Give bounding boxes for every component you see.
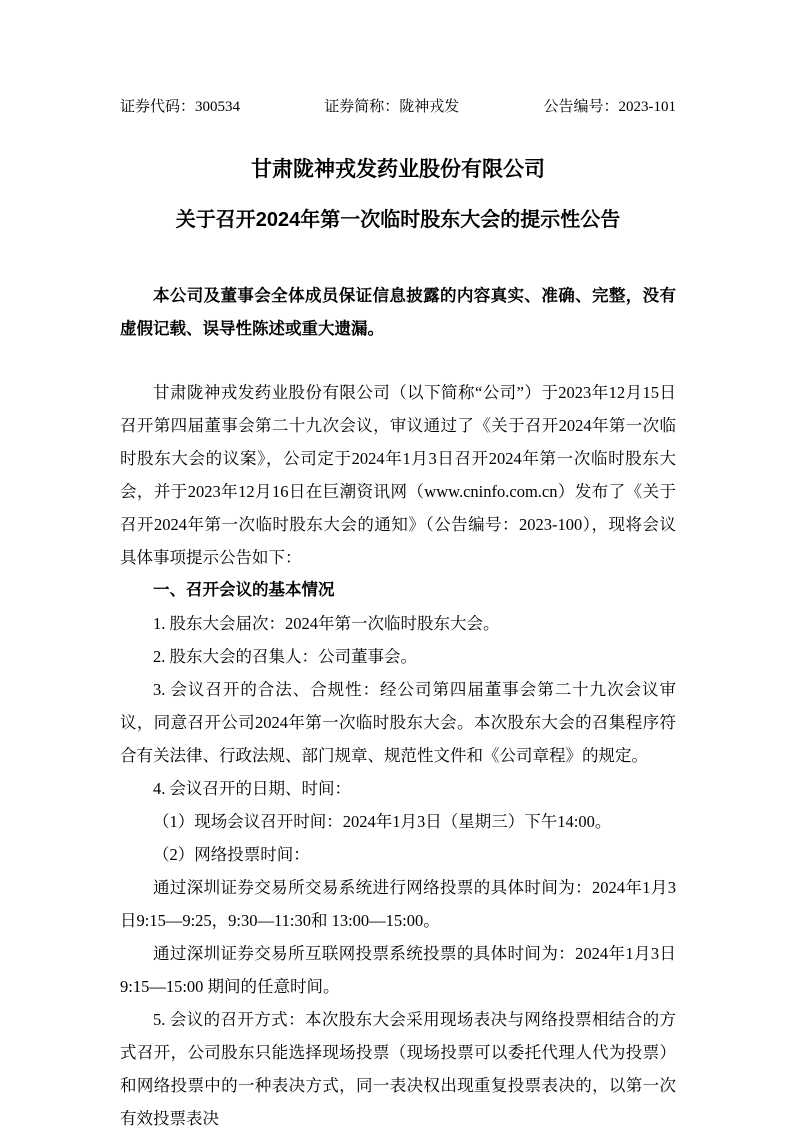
- stock-short-name: 证券简称：陇神戎发: [324, 99, 460, 115]
- document-body: [120, 376, 676, 1135]
- list-item-4: 4. 会议召开的日期、时间：: [153, 779, 351, 798]
- list-item-4-1: （1）现场会议召开时间：2024年1月3日（星期三）下午14:00。: [153, 812, 612, 831]
- announcement-number: 公告编号：2023-101: [543, 99, 676, 115]
- document-header: [120, 97, 676, 117]
- list-item-1: 1. 股东大会届次：2024年第一次临时股东大会。: [153, 614, 500, 633]
- list-item-2: 2. 股东大会的召集人：公司董事会。: [153, 647, 417, 666]
- paragraph-intro: 甘肃陇神戎发药业股份有限公司（以下简称“公司”）于2023年12月15日召开第四届董事会第二十九次会议，审议通过了《关于召开2024年第一次临时股东大会的议案》，公司定于2024年1月3日召开2024年第一次临时股东大会，并于2023年12月16日在巨潮资讯网（www.cninfo.com.cn）发布了《关于召开2024年第一次临时股东大会的通知》（公告编号：2023-100），现将会议具体事项提示公告如下：: [120, 383, 676, 567]
- section-heading-1: 一、召开会议的基本情况: [153, 581, 335, 599]
- paragraph-voting-time-internet: 通过深圳证券交易所互联网投票系统投票的具体时间为：2024年1月3日9:15—15:00 期间的任意时间。: [120, 944, 676, 996]
- announcement-title: 关于召开2024年第一次临时股东大会的提示性公告: [175, 209, 621, 231]
- paragraph-voting-time-system: 通过深圳证券交易所交易系统进行网络投票的具体时间为：2024年1月3日9:15—9:25，9:30—11:30和 13:00—15:00。: [120, 878, 676, 930]
- list-item-5: 5. 会议的召开方式：本次股东大会采用现场表决与网络投票相结合的方式召开，公司股东只能选择现场投票（现场投票可以委托代理人代为投票）和网络投票中的一种表决方式，同一表决权出现重复投票表决的，以第一次有效投票表决: [120, 1010, 676, 1128]
- stock-code: 证券代码：300534: [120, 99, 241, 115]
- company-title: 甘肃陇神戎发药业股份有限公司: [251, 158, 545, 181]
- list-item-3: 3. 会议召开的合法、合规性：经公司第四届董事会第二十九次会议审议，同意召开公司2024年第一次临时股东大会。本次股东大会的召集程序符合有关法律、行政法规、部门规章、规范性文件和《公司章程》的规定。: [120, 680, 676, 765]
- list-item-4-2: （2）网络投票时间：: [153, 845, 310, 864]
- disclaimer-statement: 本公司及董事会全体成员保证信息披露的内容真实、准确、完整，没有虚假记载、误导性陈述或重大遗漏。: [120, 287, 676, 338]
